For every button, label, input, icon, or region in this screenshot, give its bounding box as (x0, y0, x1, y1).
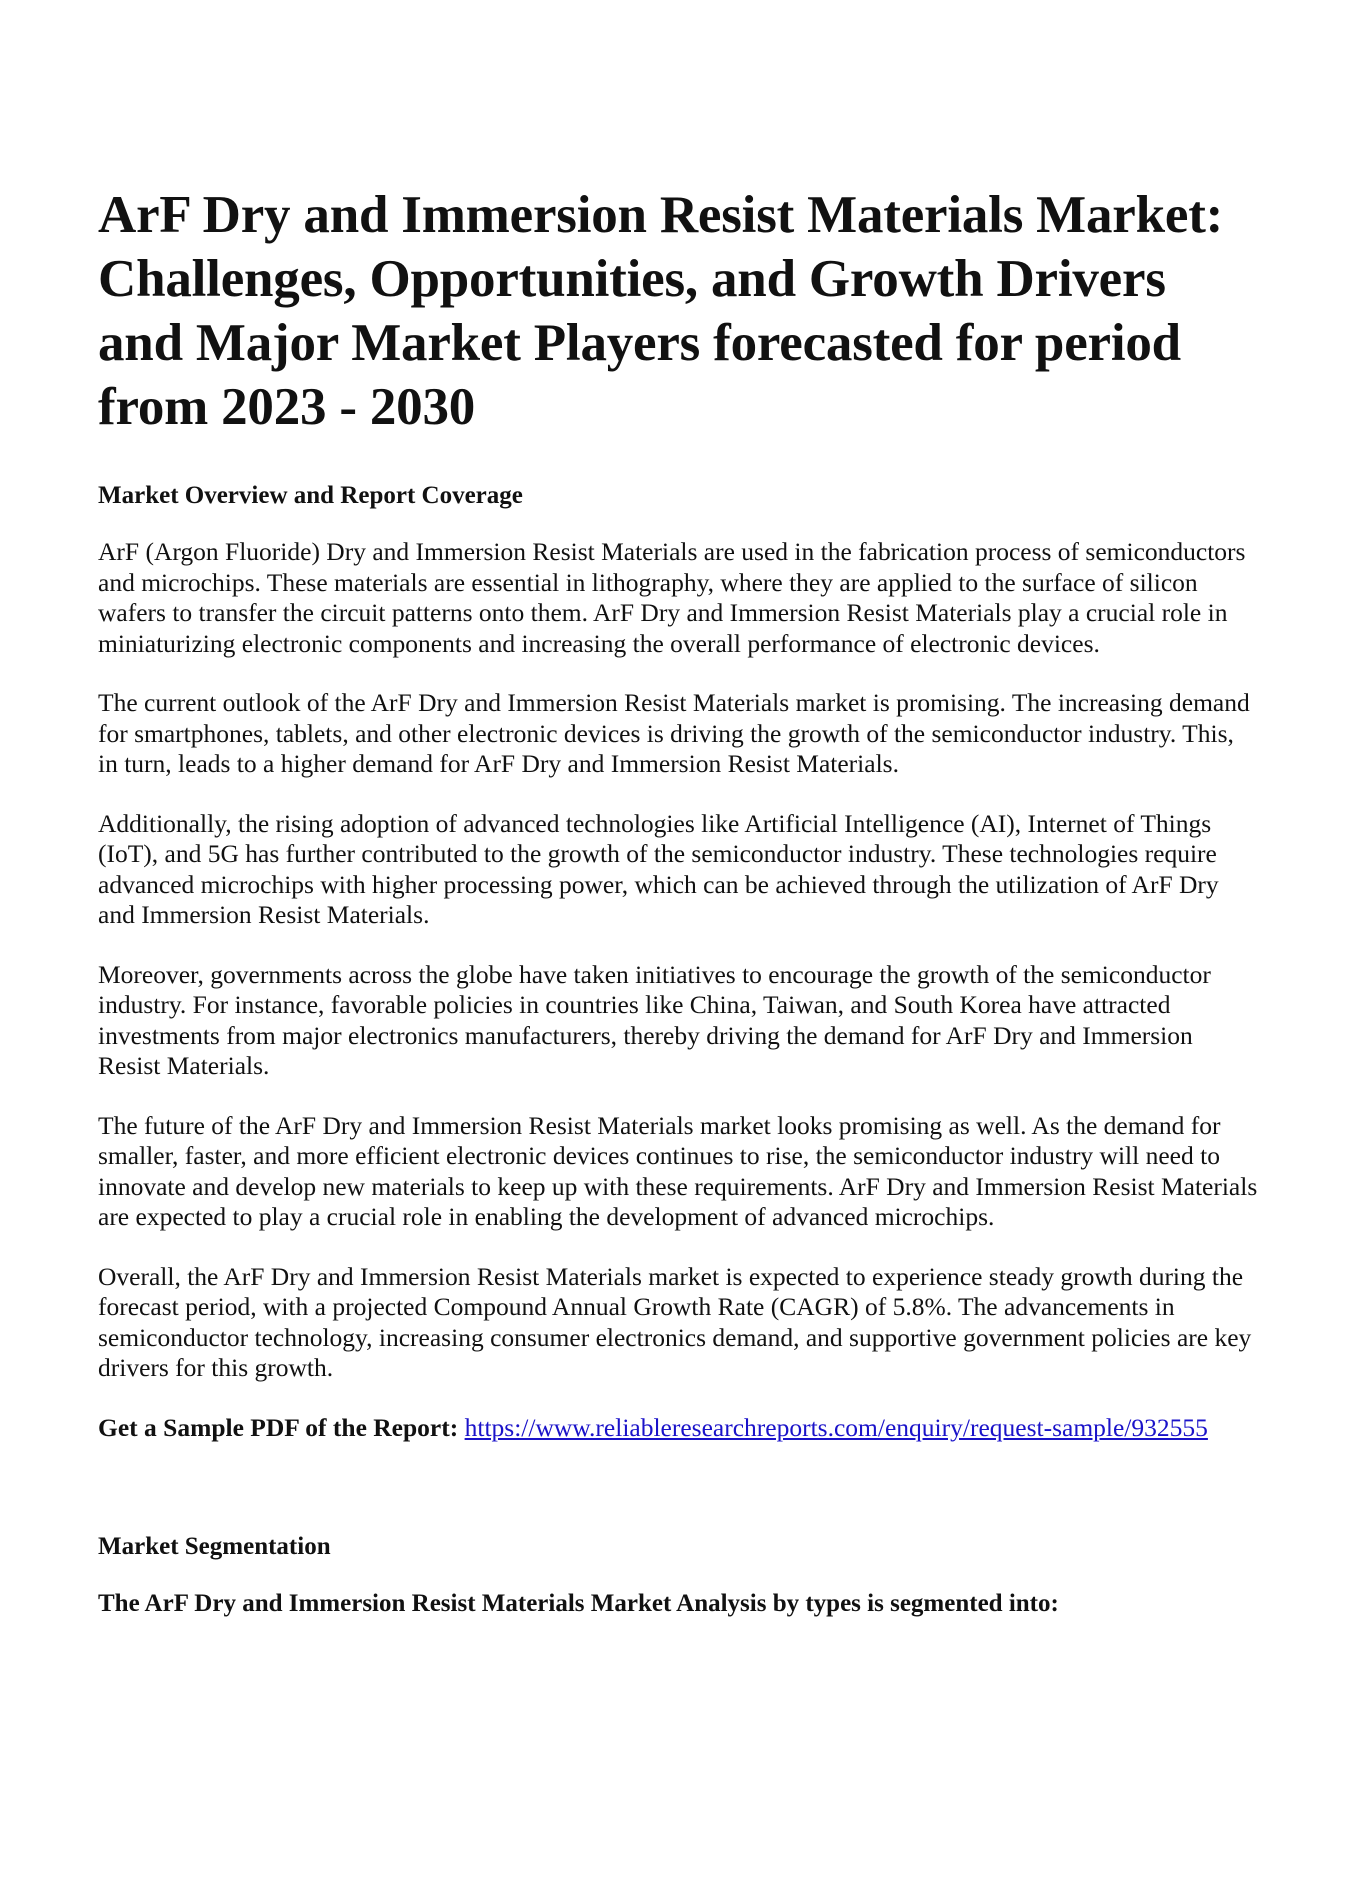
overview-paragraph-3: Additionally, the rising adoption of advanced technologies like Artificial Intelligence (AI), Internet of Things (IoT), and 5G has further contributed to the growth of the semiconductor industry. These technologies require advanced microchips with higher processing power, which can be achieved through the utilization of ArF Dry and Immersion Resist Materials. (98, 808, 1219, 929)
overview-paragraph-2: The current outlook of the ArF Dry and Immersion Resist Materials market is promising. The increasing demand for smartphones, tablets, and other electronic devices is driving the growth of the semiconductor industry. This, in turn, leads to a higher demand for ArF Dry and Immersion Resist Materials. (98, 688, 1250, 778)
sample-pdf-line (98, 1413, 1258, 1444)
sample-pdf-label: Get a Sample PDF of the Report: (98, 1412, 459, 1442)
overview-paragraph-5: The future of the ArF Dry and Immersion Resist Materials market looks promising as well. As the demand for smaller, faster, and more efficient electronic devices continues to rise, the semiconductor industry will need to innovate and develop new materials to keep up with these requirements. ArF Dry and Immersion Resist Materials are expected to play a crucial role in enabling the development of advanced microchips. (98, 1110, 1258, 1231)
document-content (98, 183, 1258, 1619)
overview-paragraph-1: ArF (Argon Fluoride) Dry and Immersion Resist Materials are used in the fabrication process of semiconductors and microchips. These materials are essential in lithography, where they are applied to the surface of silicon wafers to transfer the circuit patterns onto them. ArF Dry and Immersion Resist Materials play a crucial role in miniaturizing electronic components and increasing the overall performance of electronic devices. (98, 537, 1246, 658)
overview-paragraph-6: Overall, the ArF Dry and Immersion Resist Materials market is expected to experience steady growth during the forecast period, with a projected Compound Annual Growth Rate (CAGR) of 5.8%. The advancements in semiconductor technology, increasing consumer electronics demand, and supportive government policies are key drivers for this growth. (98, 1261, 1252, 1382)
segmentation-types-heading: The ArF Dry and Immersion Resist Materials Market Analysis by types is segmented into: (98, 1590, 1059, 1617)
segmentation-heading: Market Segmentation (98, 1533, 331, 1560)
document-title: ArF Dry and Immersion Resist Materials Market: Challenges, Opportunities, and Growth Drivers and Major Market Players forecasted for period from 2023 - 2030 (98, 186, 1224, 436)
section-spacer (98, 1443, 1258, 1532)
overview-heading: Market Overview and Report Coverage (98, 482, 523, 509)
sample-pdf-link[interactable]: https://www.reliableresearchreports.com/enquiry/request-sample/932555 (464, 1412, 1208, 1442)
overview-paragraph-4: Moreover, governments across the globe have taken initiatives to encourage the growth of the semiconductor industry. For instance, favorable policies in countries like China, Taiwan, and South Korea have attracted investments from major electronics manufacturers, thereby driving the demand for ArF Dry and Immersion Resist Materials. (98, 959, 1211, 1080)
